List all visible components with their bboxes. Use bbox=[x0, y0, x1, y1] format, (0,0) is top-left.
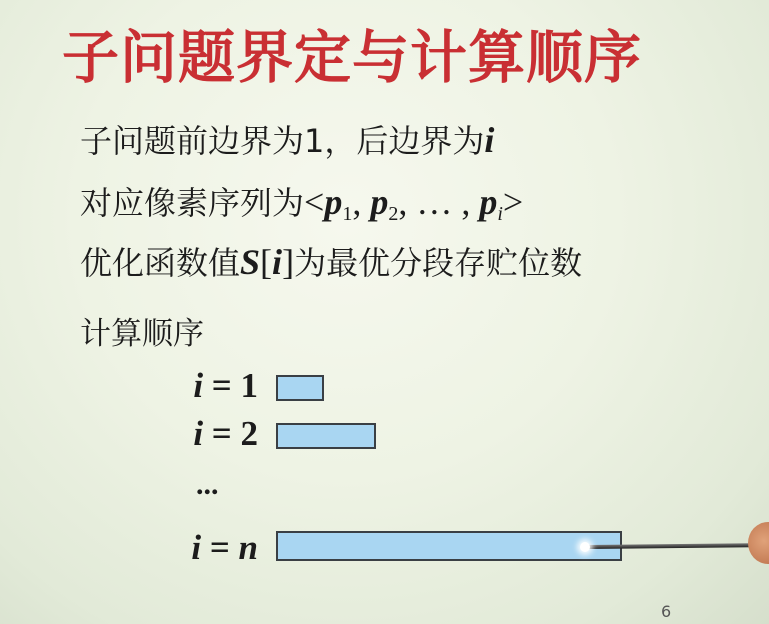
range-bar-i2 bbox=[276, 423, 376, 449]
computation-order-label: 计算顺序 bbox=[80, 316, 204, 352]
pointer-tip-glow bbox=[580, 542, 590, 552]
ellipsis-dots: ... bbox=[196, 468, 219, 501]
subproblem-boundary-line bbox=[80, 116, 494, 162]
range-bar-in bbox=[276, 531, 622, 561]
row-label-i1: i = 1 bbox=[193, 366, 258, 405]
row-label-in: i = n bbox=[191, 528, 258, 567]
seq-p2: p bbox=[370, 182, 389, 222]
presenter-hand bbox=[748, 522, 769, 564]
page-number: 6 bbox=[661, 602, 672, 621]
pixel-sequence-line: 对应像素序列为$<p_1$, $p_2$, … , $p_i>$ bbox=[80, 182, 524, 225]
boundary-text: 子问题前边界为1，后边界为 bbox=[80, 122, 485, 160]
row-label-i2: i = 2 bbox=[193, 414, 258, 453]
seq-sub1: 1 bbox=[342, 203, 353, 225]
laser-pointer-stick bbox=[585, 543, 769, 549]
slide-title: 子问题界定与计算顺序 bbox=[62, 24, 642, 91]
seq-pi: p bbox=[479, 182, 498, 222]
opt-i: i bbox=[272, 242, 283, 282]
seq-subi: i bbox=[497, 203, 503, 225]
optimal-function-line bbox=[80, 238, 582, 284]
seq-p1: p bbox=[324, 182, 343, 222]
opt-S: S bbox=[240, 242, 261, 282]
opt-close: ] bbox=[282, 242, 295, 282]
opt-open: [ bbox=[260, 242, 273, 282]
seq-sub2: 2 bbox=[388, 203, 399, 225]
seq-close: > bbox=[502, 182, 524, 222]
sequence-text: 对应像素序列为 bbox=[80, 184, 305, 222]
boundary-var: i bbox=[484, 120, 495, 160]
opt-suffix: 为最优分段存贮位数 bbox=[294, 244, 583, 282]
range-bar-i1 bbox=[276, 375, 324, 401]
seq-open: < bbox=[304, 182, 325, 222]
seq-ellipsis: … bbox=[416, 182, 453, 222]
opt-prefix: 优化函数值 bbox=[80, 244, 241, 282]
